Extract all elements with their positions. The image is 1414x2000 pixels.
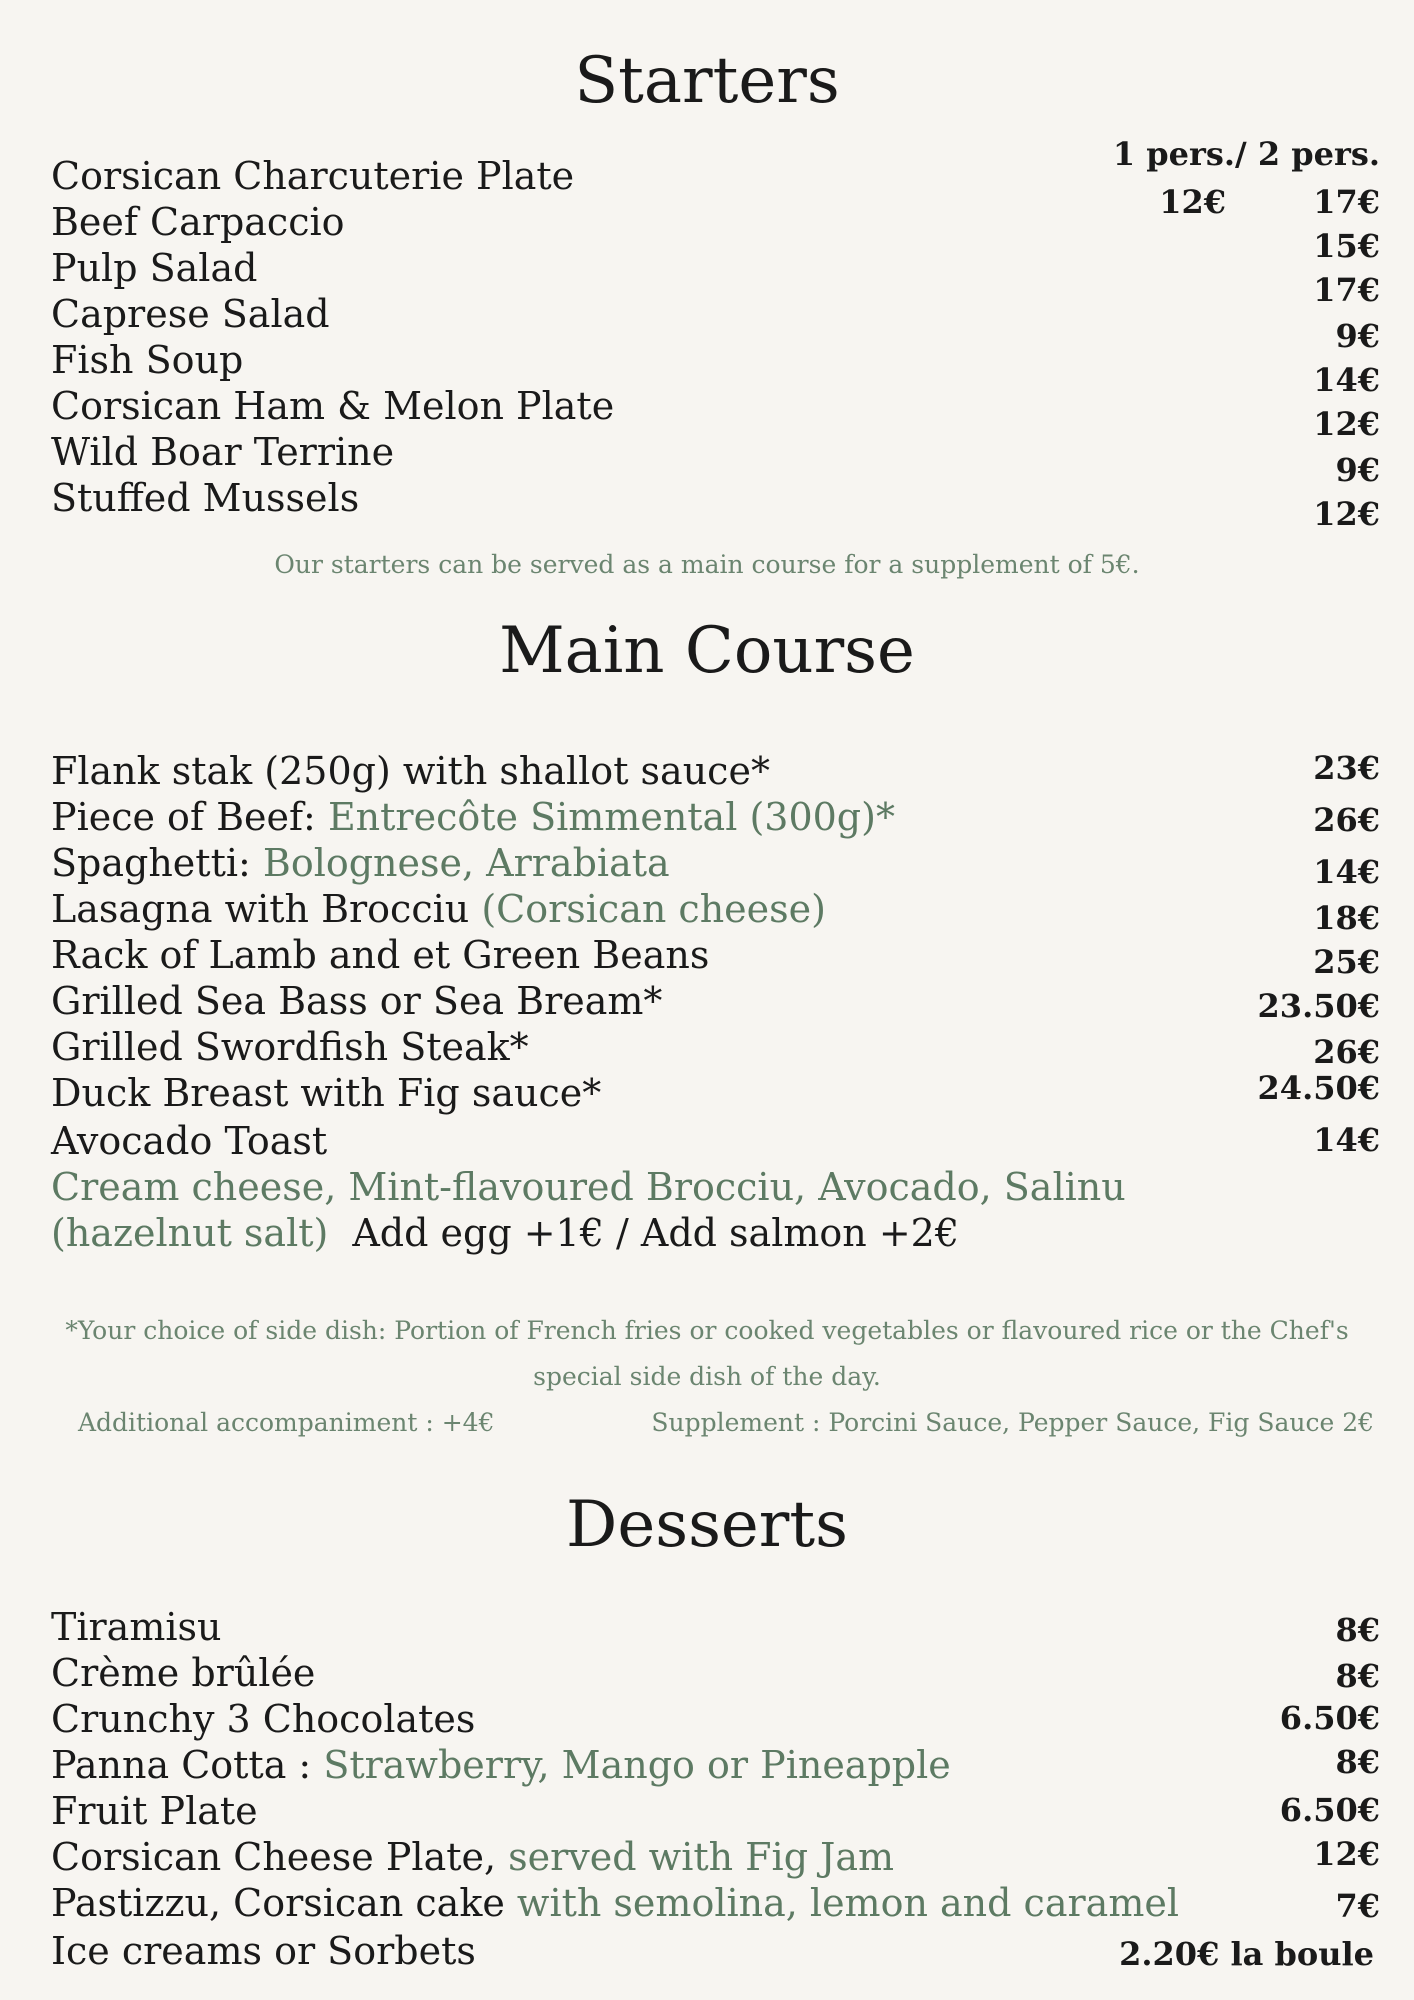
menu-item-name: Grilled Sea Bass or Sea Bream* — [51, 979, 663, 1023]
menu-item-price: 15€ — [1313, 227, 1380, 265]
menu-item-price: 17€ — [1313, 271, 1380, 309]
menu-item-label: Corsican Cheese Plate, — [51, 1835, 509, 1879]
menu-item-price: 23.50€ — [1257, 987, 1380, 1025]
portion-header: 1 pers./ 2 pers. — [1112, 135, 1380, 173]
avocado-toast-description: Cream cheese, Mint-flavoured Brocciu, Avocado, Salinu — [51, 1165, 1126, 1209]
menu-item-detail: with semolina, lemon and caramel — [516, 1881, 1179, 1925]
menu-item-price: 8€ — [1335, 1743, 1380, 1781]
menu-item-name: Duck Breast with Fig sauce* — [51, 1071, 602, 1115]
menu-item-detail: Strawberry, Mango or Pineapple — [323, 1743, 951, 1787]
menu-item-price: 2.20€ la boule — [1119, 1935, 1374, 1973]
menu-item-price-1pers: 12€ — [1159, 183, 1226, 221]
menu-item-price: 14€ — [1313, 1121, 1380, 1159]
menu-item-name — [51, 841, 670, 885]
accompaniment-note: Additional accompaniment : +4€ — [78, 1408, 495, 1437]
menu-item-price: 9€ — [1335, 451, 1380, 489]
menu-item-name: Fruit Plate — [51, 1789, 258, 1833]
menu-item-label: Panna Cotta : — [51, 1743, 324, 1787]
menu-item-detail: (Corsican cheese) — [481, 887, 826, 931]
menu-item-price: 26€ — [1313, 1033, 1380, 1071]
menu-item-label: Piece of Beef: — [51, 795, 328, 839]
menu-item-detail: served with Fig Jam — [508, 1835, 895, 1879]
main-course-title: Main Course — [499, 614, 915, 688]
menu-item-name: Wild Boar Terrine — [51, 430, 395, 474]
menu-item-name: Ice creams or Sorbets — [51, 1929, 476, 1973]
menu-item-name — [51, 887, 826, 931]
menu-item-name — [51, 1881, 1179, 1925]
menu-item-name: Rack of Lamb and et Green Beans — [51, 933, 710, 977]
menu-item-price: 8€ — [1335, 1611, 1380, 1649]
menu-item-detail: Bolognese, Arrabiata — [262, 841, 670, 885]
starters-note: Our starters can be served as a main course for a supplement of 5€. — [274, 550, 1140, 579]
menu-item-label: Lasagna with Brocciu — [51, 887, 482, 931]
menu-item-price: 12€ — [1313, 1835, 1380, 1873]
menu-item-price: 24.50€ — [1257, 1069, 1380, 1107]
menu-item-price: 7€ — [1335, 1887, 1380, 1925]
menu-item-price: 18€ — [1313, 899, 1380, 937]
menu-item-name: Flank stak (250g) with shallot sauce* — [51, 749, 770, 793]
avocado-toast-options — [51, 1211, 960, 1255]
menu-item-price: 14€ — [1313, 361, 1380, 399]
supplement-note: Supplement : Porcini Sauce, Pepper Sauce, Fig Sauce 2€ — [651, 1408, 1374, 1437]
menu-item-price: 12€ — [1313, 405, 1380, 443]
menu-item-price: 8€ — [1335, 1657, 1380, 1695]
menu-item-name: Grilled Swordfish Steak* — [51, 1025, 529, 1069]
menu-item-price: 6.50€ — [1279, 1791, 1380, 1829]
menu-item-name: Crunchy 3 Chocolates — [51, 1697, 476, 1741]
menu-item-name: Beef Carpaccio — [51, 200, 345, 244]
menu-item-name: Tiramisu — [51, 1605, 222, 1649]
desserts-title: Desserts — [566, 1488, 848, 1562]
menu-item-name — [51, 795, 895, 839]
menu-item-price: 14€ — [1313, 853, 1380, 891]
menu-item-price: 12€ — [1313, 495, 1380, 533]
menu-item-detail: Entrecôte Simmental (300g)* — [327, 795, 895, 839]
menu-item-label: Pastizzu, Corsican cake — [51, 1881, 517, 1925]
hazelnut-salt-text: (hazelnut salt) — [51, 1211, 329, 1255]
menu-item-price: 26€ — [1313, 801, 1380, 839]
menu-item-label: Spaghetti: — [51, 841, 263, 885]
side-dish-note-cont: special side dish of the day. — [533, 1362, 881, 1391]
menu-item-price: 23€ — [1313, 749, 1380, 787]
starters-title: Starters — [574, 44, 840, 118]
menu-item-price: 9€ — [1335, 317, 1380, 355]
add-ons-text: Add egg +1€ / Add salmon +2€ — [352, 1211, 960, 1255]
menu-item-name: Caprese Salad — [51, 292, 330, 336]
menu-item-name: Corsican Ham & Melon Plate — [51, 384, 615, 428]
menu-item-price: 25€ — [1313, 943, 1380, 981]
menu-item-name: Corsican Charcuterie Plate — [51, 154, 575, 198]
menu-item-name: Avocado Toast — [51, 1119, 328, 1163]
menu-item-name: Fish Soup — [51, 338, 244, 382]
side-dish-note: *Your choice of side dish: Portion of French fries or cooked vegetables or flavoured rice or the Chef's — [65, 1316, 1349, 1345]
menu-item-name: Crème brûlée — [51, 1651, 316, 1695]
menu-item-name: Pulp Salad — [51, 246, 258, 290]
menu-item-price: 6.50€ — [1279, 1699, 1380, 1737]
menu-item-name: Stuffed Mussels — [51, 476, 360, 520]
menu-item-name — [51, 1743, 951, 1787]
menu-item-price: 17€ — [1313, 183, 1380, 221]
menu-item-name — [51, 1835, 895, 1879]
